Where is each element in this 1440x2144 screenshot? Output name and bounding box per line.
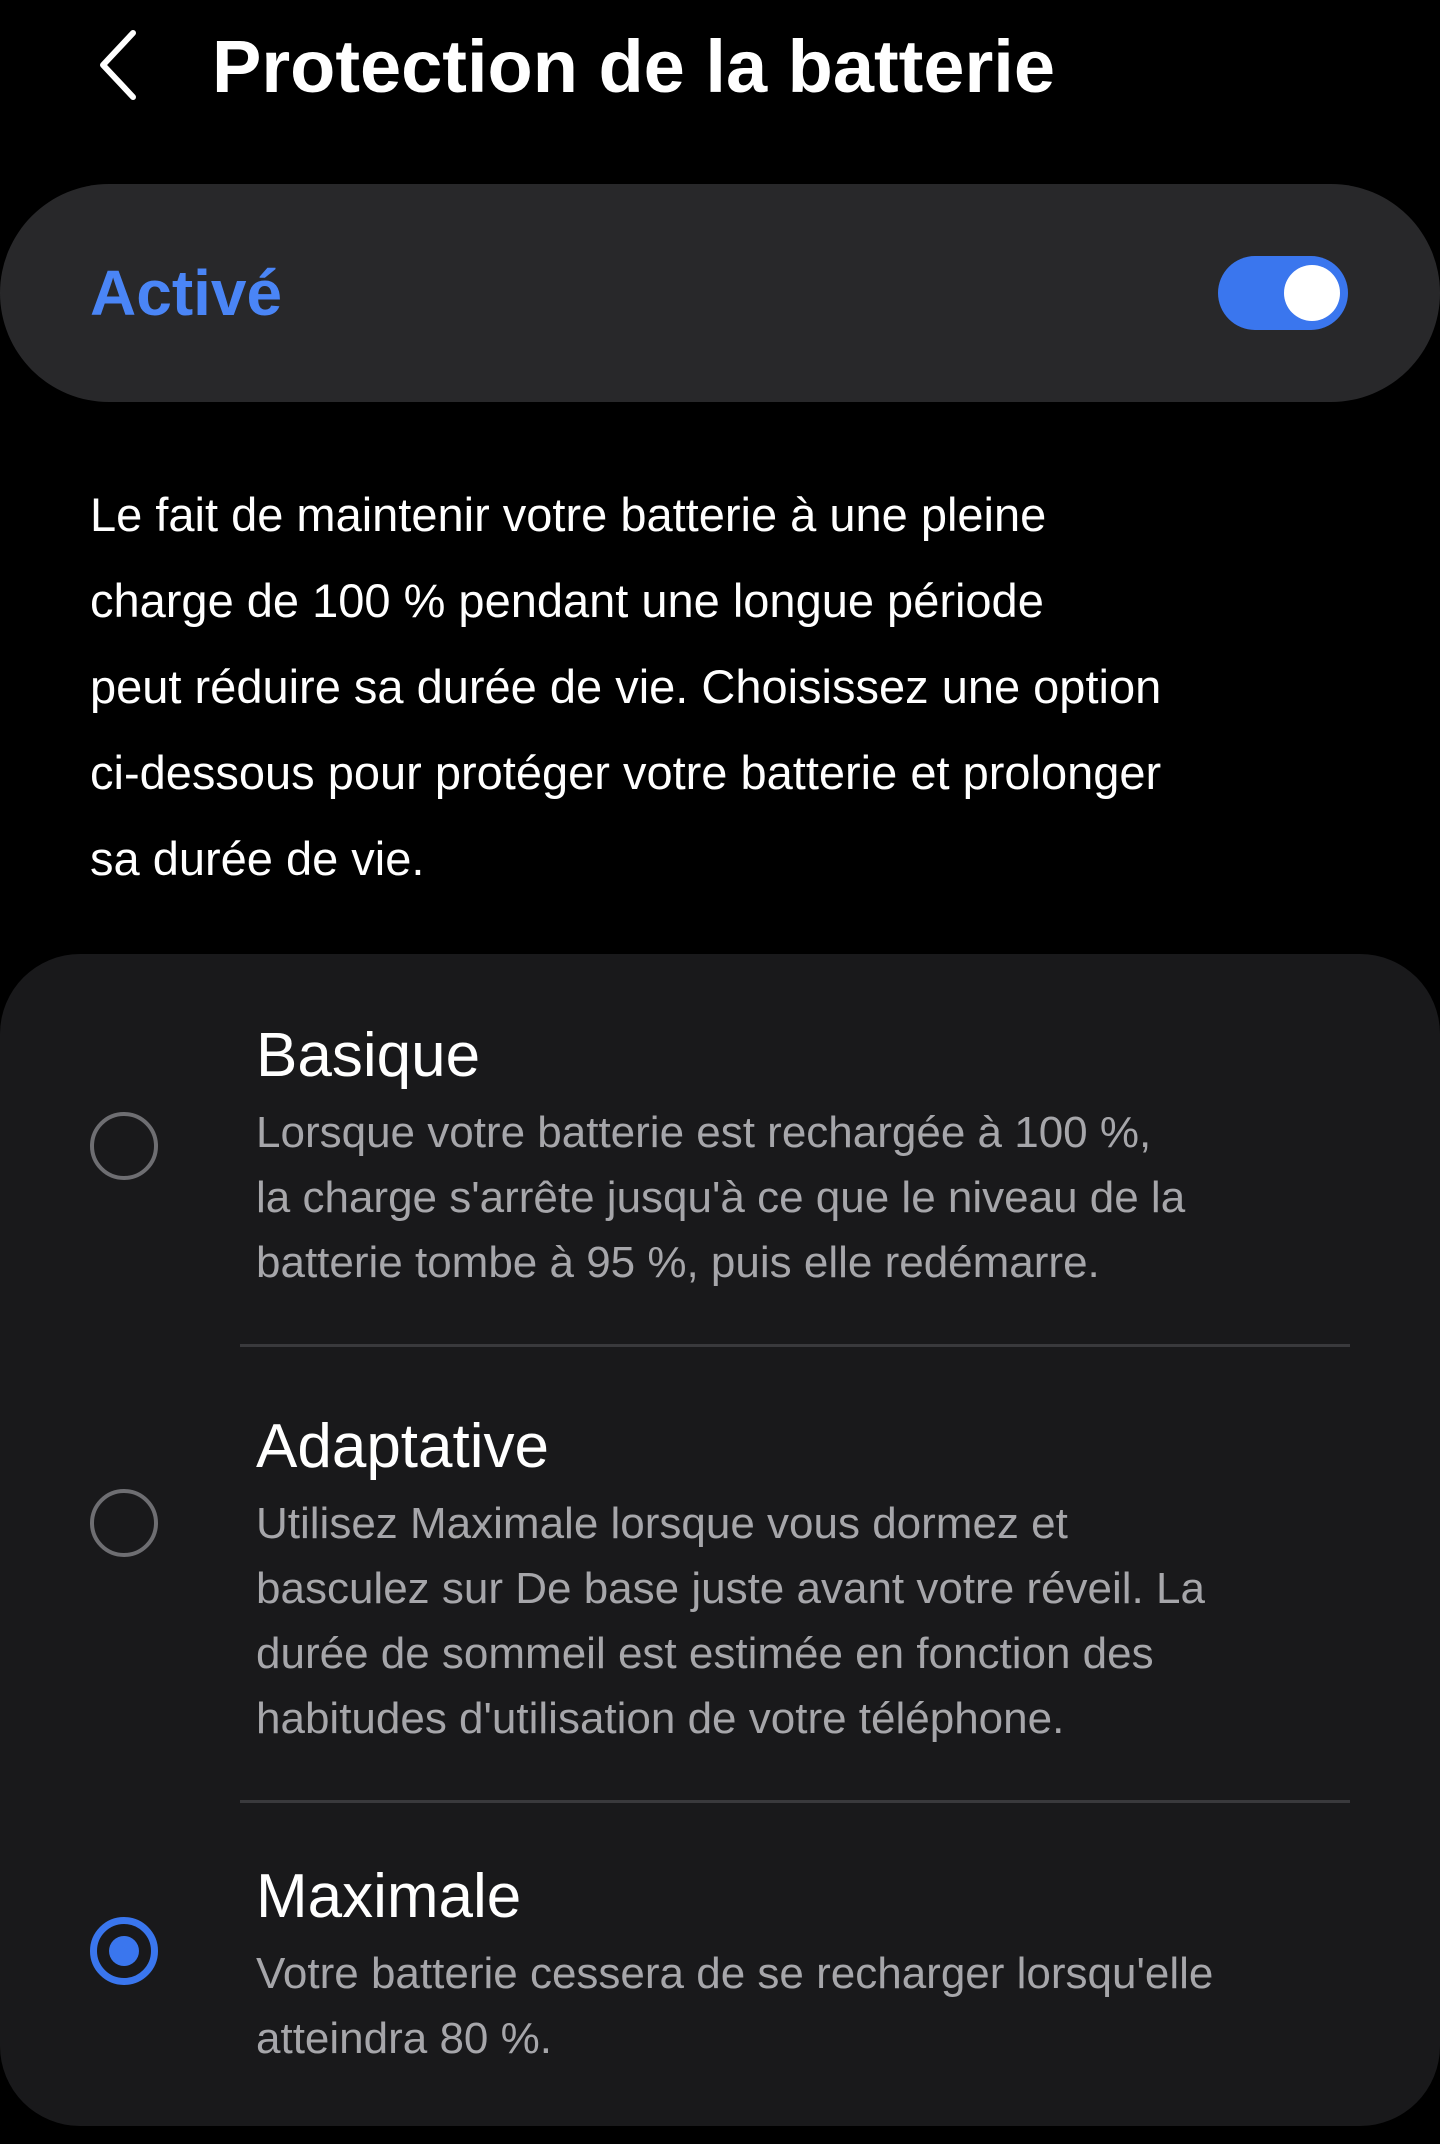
- master-switch-label: Activé: [90, 257, 283, 329]
- description-line: Le fait de maintenir votre batterie à une pleine: [90, 488, 1047, 541]
- description-text: [90, 472, 1390, 902]
- description-line: sa durée de vie.: [90, 832, 425, 885]
- master-toggle[interactable]: [1218, 256, 1348, 330]
- option-description: [256, 1491, 1386, 1751]
- chevron-left-icon: [93, 25, 143, 105]
- page-title: Protection de la batterie: [212, 25, 1055, 108]
- option-title: Basique: [256, 1021, 481, 1090]
- option-description-line: batterie tombe à 95 %, puis elle redémarre.: [256, 1238, 1100, 1287]
- option-description-line: la charge s'arrête jusqu'à ce que le niveau de la: [256, 1173, 1186, 1222]
- option-title: Adaptative: [256, 1412, 549, 1481]
- back-button[interactable]: [78, 20, 158, 110]
- radio-basique[interactable]: [90, 1112, 158, 1180]
- option-description-line: atteindra 80 %.: [256, 2014, 552, 2063]
- master-switch-row[interactable]: [0, 184, 1440, 402]
- description-line: ci-dessous pour protéger votre batterie et prolonger: [90, 746, 1162, 799]
- radio-selected-dot: [109, 1936, 139, 1966]
- option-description: [256, 1100, 1386, 1295]
- description-line: peut réduire sa durée de vie. Choisissez une option: [90, 660, 1162, 713]
- option-adaptative[interactable]: [0, 1347, 1440, 1757]
- option-description-line: habitudes d'utilisation de votre téléphone.: [256, 1694, 1065, 1743]
- option-description-line: Votre batterie cessera de se recharger lorsqu'elle: [256, 1949, 1214, 1998]
- options-card: [0, 954, 1440, 2126]
- toggle-knob: [1284, 265, 1340, 321]
- option-description-line: Lorsque votre batterie est rechargée à 100 %,: [256, 1108, 1152, 1157]
- radio-maximale[interactable]: [90, 1917, 158, 1985]
- option-description-line: Utilisez Maximale lorsque vous dormez et: [256, 1499, 1068, 1548]
- option-basique[interactable]: [0, 954, 1440, 1344]
- option-description-line: durée de sommeil est estimée en fonction des: [256, 1629, 1154, 1678]
- radio-adaptative[interactable]: [90, 1489, 158, 1557]
- option-title: Maximale: [256, 1862, 522, 1931]
- option-maximale[interactable]: [0, 1803, 1440, 2126]
- header: [0, 0, 1440, 140]
- description-line: charge de 100 % pendant une longue période: [90, 574, 1044, 627]
- option-description: [256, 1941, 1386, 2071]
- option-description-line: basculez sur De base juste avant votre réveil. La: [256, 1564, 1205, 1613]
